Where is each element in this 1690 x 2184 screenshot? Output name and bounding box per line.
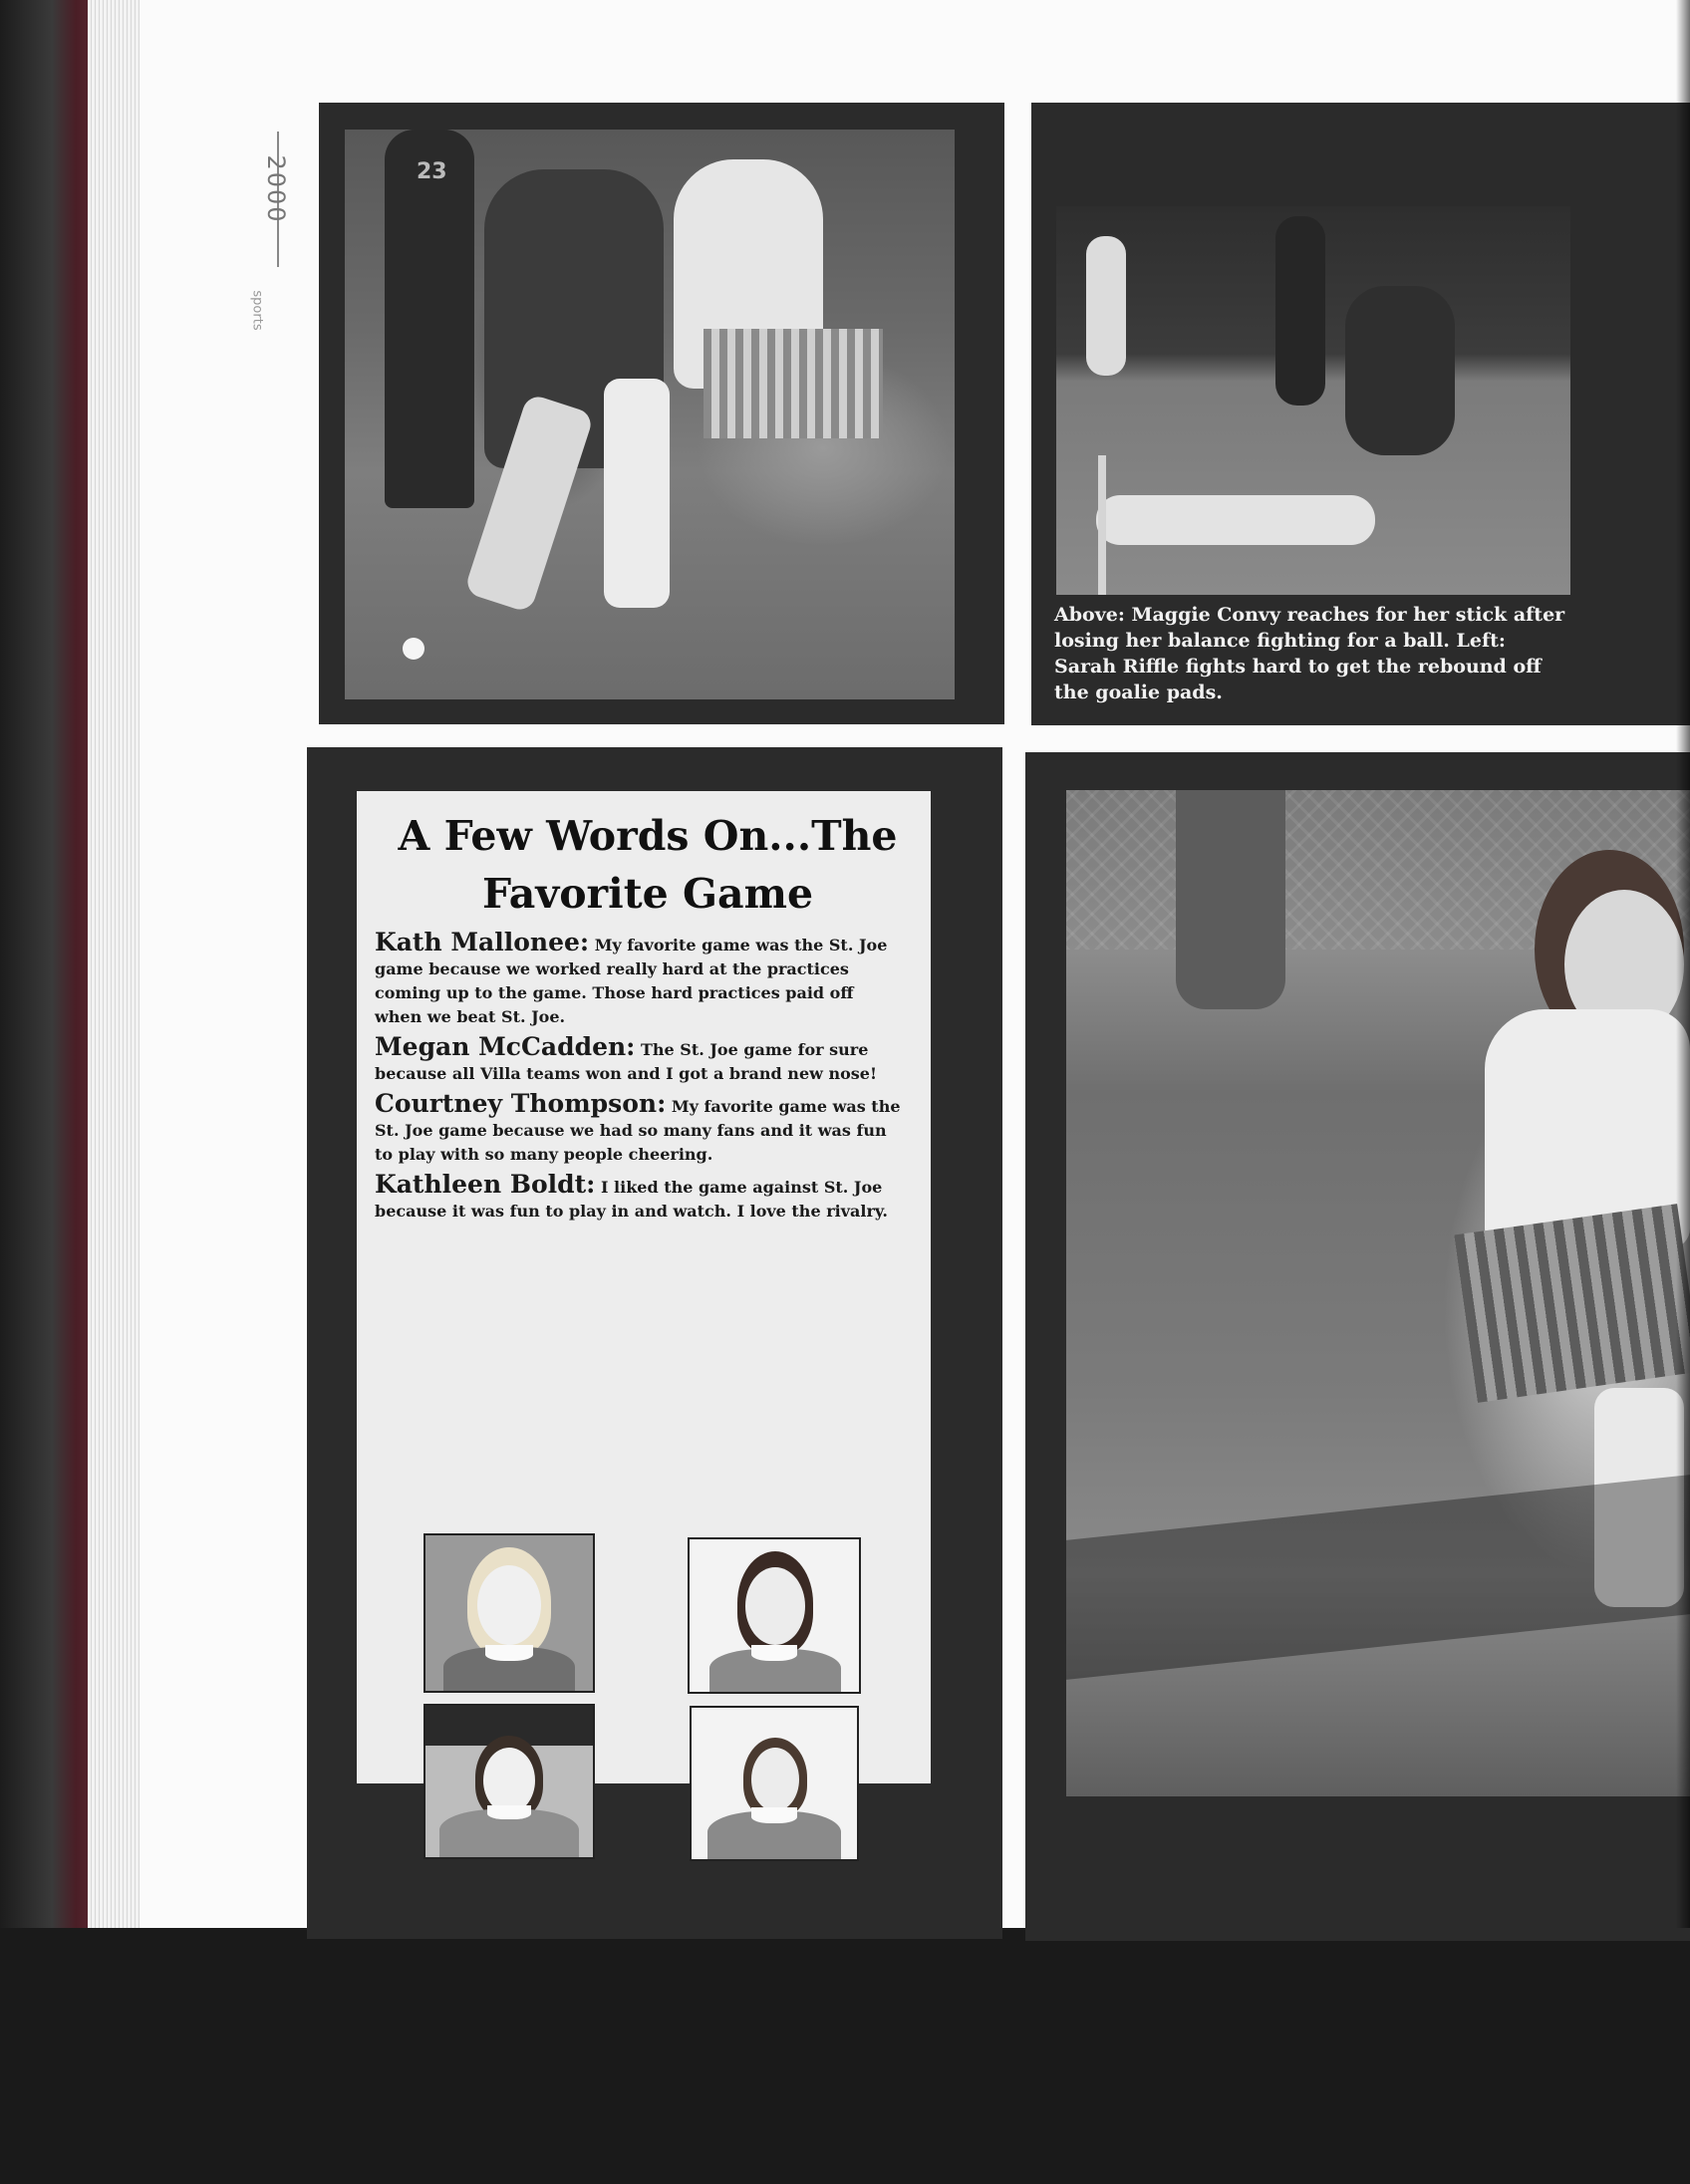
ground-shadow: [1066, 1475, 1690, 1680]
collar: [487, 1805, 531, 1819]
face: [477, 1565, 541, 1645]
headshot-photo: [423, 1533, 595, 1693]
folio-word: sports: [249, 290, 265, 331]
field-line: [1098, 455, 1106, 595]
standing-player: [1086, 236, 1126, 376]
bending-player: [1345, 286, 1455, 455]
standing-player: [1275, 216, 1325, 406]
field-hockey-goalie-photo: [345, 130, 955, 699]
quote-entry: [375, 928, 903, 1029]
quote-speaker: Courtney Thompson:: [375, 1089, 667, 1118]
quote-text: I liked the game against St. Joe because it was fun to play in and watch. I love the rivalry.: [375, 1178, 888, 1221]
quote-speaker: Megan McCadden:: [375, 1032, 636, 1061]
photo-caption: Above: Maggie Convy reaches for her stick after losing her balance fighting for a ball. Left: Sarah Riffle fights hard to get the rebound off the goalie pads.: [1054, 604, 1565, 703]
plaid-skirt: [704, 329, 883, 438]
article-title: A Few Words On...The Favorite Game: [398, 812, 898, 918]
quote-text: The St. Joe game for sure because all Villa teams won and I got a brand new nose!: [375, 1040, 877, 1083]
page-edges: [88, 0, 143, 1928]
bottom-shadow: [0, 1928, 1690, 2184]
collar: [751, 1807, 797, 1823]
goalie-leg-pad: [463, 393, 594, 613]
quote-text: My favorite game was the St. Joe game because we worked really hard at the practices coming up to the game. Those hard practices paid off when we beat St. Joe.: [375, 936, 888, 1026]
players-on-field-photo: [1056, 206, 1570, 595]
face: [745, 1567, 805, 1645]
background-player-legs: [1176, 790, 1285, 1009]
quote-entry: [375, 1089, 903, 1167]
collar: [751, 1645, 797, 1661]
field-ball: [403, 638, 424, 660]
book-binding: [0, 0, 95, 2184]
folio-year: 2000: [262, 154, 290, 224]
headshot-photo: [688, 1537, 861, 1694]
folio: [249, 106, 295, 331]
face: [483, 1748, 535, 1813]
quote-speaker: Kathleen Boldt:: [375, 1170, 596, 1199]
quote-text: My favorite game was the St. Joe game because we had so many fans and it was fun to play with so many people cheering.: [375, 1097, 901, 1164]
player-figure: [385, 130, 474, 508]
fallen-player: [1096, 495, 1375, 545]
goalie-leg-pad: [604, 379, 670, 608]
face: [751, 1748, 799, 1811]
headshot-photo: [690, 1706, 859, 1861]
spine-shadow: [1676, 0, 1690, 1928]
jersey-number: 23: [417, 159, 447, 184]
collar: [485, 1645, 533, 1661]
player-closeup-photo: [1066, 790, 1690, 1796]
quote-speaker: Kath Mallonee:: [375, 928, 590, 956]
quote-entry: [375, 1032, 903, 1086]
plaid-skirt: [1454, 1204, 1690, 1403]
quote-entry: [375, 1170, 903, 1224]
headshot-photo: [423, 1704, 595, 1859]
